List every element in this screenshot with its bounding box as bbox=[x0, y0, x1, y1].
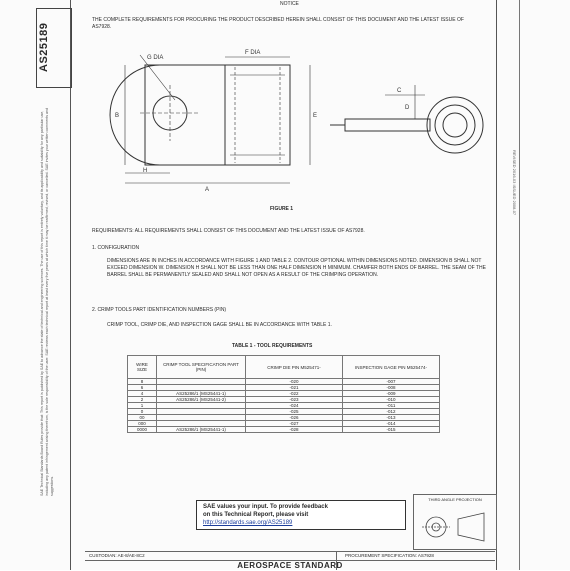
custodian-text: CUSTODIAN: AE-8/AE-8C2 bbox=[89, 553, 145, 558]
third-angle-projection-box bbox=[413, 494, 497, 550]
table-cell: 00 bbox=[128, 415, 157, 421]
table-cell: -015 bbox=[343, 427, 440, 433]
table-cell: -022 bbox=[246, 391, 343, 397]
dim-c-label: C bbox=[397, 88, 402, 94]
notice-heading: NOTICE bbox=[280, 1, 299, 7]
section-1-body: DIMENSIONS ARE IN INCHES IN ACCORDANCE WITH FIGURE 1 AND TABLE 2. CONTOUR OPTIONAL WITHIN DIMENSIONS NOTED. DIMENSION B SHALL NOT EXCEED DIMENSION W. DIMENSION H SHALL NOT BE LESS THAN ONE HALF DIMENSION H MINIMUM. CHAMFER BOTH ENDS OF BARREL. THE SEAM OF THE BARREL SHALL BE PERMANENTLY SEALED AND SHALL NOT OPEN AS A RESULT OF THE CRIMPING OPERATION. bbox=[107, 258, 486, 278]
table-cell: 1 bbox=[128, 403, 157, 409]
table-cell: 4 bbox=[128, 391, 157, 397]
terminal-lug-drawing bbox=[85, 45, 485, 205]
projection-title: THIRD ANGLE PROJECTION bbox=[428, 497, 482, 502]
intro-paragraph: THE COMPLETE REQUIREMENTS FOR PROCURING THE PRODUCT DESCRIBED HEREIN SHALL CONSIST OF THIS DOCUMENT AND THE LATEST ISSUE OF AS7928. bbox=[92, 17, 464, 30]
table-cell: -009 bbox=[343, 391, 440, 397]
revision-info: REVISED 2016-03 ISSUED 2008-07 bbox=[512, 150, 517, 216]
barrel-end-inner bbox=[435, 105, 475, 145]
custodian-row bbox=[85, 551, 495, 560]
procurement-spec-text: PROCUREMENT SPECIFICATION: AS7928 bbox=[345, 553, 434, 558]
tool-requirements-table bbox=[127, 355, 440, 433]
dim-e-label: E bbox=[313, 113, 318, 119]
table-cell: -021 bbox=[246, 385, 343, 391]
section-2-body: CRIMP TOOL, CRIMP DIE, AND INSPECTION GAGE SHALL BE IN ACCORDANCE WITH TABLE 1. bbox=[107, 322, 332, 328]
lug-tongue-end-view bbox=[345, 119, 430, 131]
table-cell: -026 bbox=[246, 415, 343, 421]
table-cell: 2 bbox=[128, 397, 157, 403]
col-inspection-gage: INSPECTION GAGE PIN M525474- bbox=[343, 356, 440, 379]
dim-g-label: G DIA bbox=[147, 55, 164, 61]
table-cell: AS25286/1 (MS25441-1) bbox=[157, 391, 246, 397]
table-cell: -012 bbox=[343, 409, 440, 415]
table-cell: 8 bbox=[128, 379, 157, 385]
table-cell: -013 bbox=[343, 415, 440, 421]
table-cell: 000 bbox=[128, 421, 157, 427]
aerospace-standard-title: AEROSPACE STANDARD bbox=[85, 560, 495, 571]
table-cell: -024 bbox=[246, 403, 343, 409]
table-cell: -014 bbox=[343, 421, 440, 427]
right-frame-line bbox=[496, 0, 497, 570]
right-frame-line-outer bbox=[519, 0, 520, 570]
figure-caption: FIGURE 1 bbox=[270, 206, 294, 212]
requirements-paragraph: REQUIREMENTS: ALL REQUIREMENTS SHALL CONSIST OF THIS DOCUMENT AND THE LATEST ISSUE OF AS7928. bbox=[92, 228, 365, 234]
side-legal-text: SAE Technical Standards Board Rules provide that: This report is published by SAE to advance the state of technical and engineering sciences. The use of this report is entirely voluntary, and its applicability and suitability for any particular use, including any patent infringement arising therefrom, is the sole responsibility of the user. SAE reviews each technical report at least every five years at which time it may be reaffirmed, revised, or cancelled. SAE invites your written comments and suggestions. bbox=[40, 107, 54, 496]
projection-symbol-icon bbox=[414, 505, 496, 549]
col-crimp-tool: CRIMP TOOL SPECIFICATION PART (PIN) bbox=[157, 356, 246, 379]
col-wire-size: WIRE SIZE bbox=[128, 356, 157, 379]
table-cell: -027 bbox=[246, 421, 343, 427]
table-cell: -028 bbox=[246, 427, 343, 433]
table-cell: -008 bbox=[343, 385, 440, 391]
table-row bbox=[128, 427, 440, 433]
dim-b-label: B bbox=[115, 113, 120, 119]
table-cell: 0000 bbox=[128, 427, 157, 433]
dim-d-label: D bbox=[405, 105, 410, 111]
table-title: TABLE 1 - TOOL REQUIREMENTS bbox=[232, 343, 313, 349]
table-cell: -010 bbox=[343, 397, 440, 403]
table-cell: 0 bbox=[128, 409, 157, 415]
table-cell: -011 bbox=[343, 403, 440, 409]
table-cell: -025 bbox=[246, 409, 343, 415]
table-cell: -023 bbox=[246, 397, 343, 403]
feedback-link[interactable]: http://standards.sae.org/AS25189 bbox=[203, 520, 293, 526]
table-header-row bbox=[128, 356, 440, 379]
document-number: AS25189 bbox=[38, 22, 50, 72]
section-1-heading: 1. CONFIGURATION bbox=[92, 245, 140, 251]
table-cell: AS25286/1 (MS25441-2) bbox=[157, 397, 246, 403]
section-2-heading: 2. CRIMP TOOLS PART IDENTIFICATION NUMBERS (PIN) bbox=[92, 307, 227, 313]
feedback-box bbox=[196, 500, 406, 530]
dim-a-label: A bbox=[205, 187, 210, 193]
table-cell: -020 bbox=[246, 379, 343, 385]
dim-h-label: H bbox=[143, 168, 148, 174]
feedback-line-2: on this Technical Report, please visit bbox=[203, 512, 309, 518]
feedback-line-1: SAE values your input. To provide feedback bbox=[203, 504, 328, 510]
table-cell: AS25286/1 (MS25441-1) bbox=[157, 427, 246, 433]
table-cell: -007 bbox=[343, 379, 440, 385]
table-cell: 6 bbox=[128, 385, 157, 391]
col-crimp-die: CRIMP DIE PIN M525471- bbox=[246, 356, 343, 379]
dim-f-label: F DIA bbox=[245, 50, 261, 56]
